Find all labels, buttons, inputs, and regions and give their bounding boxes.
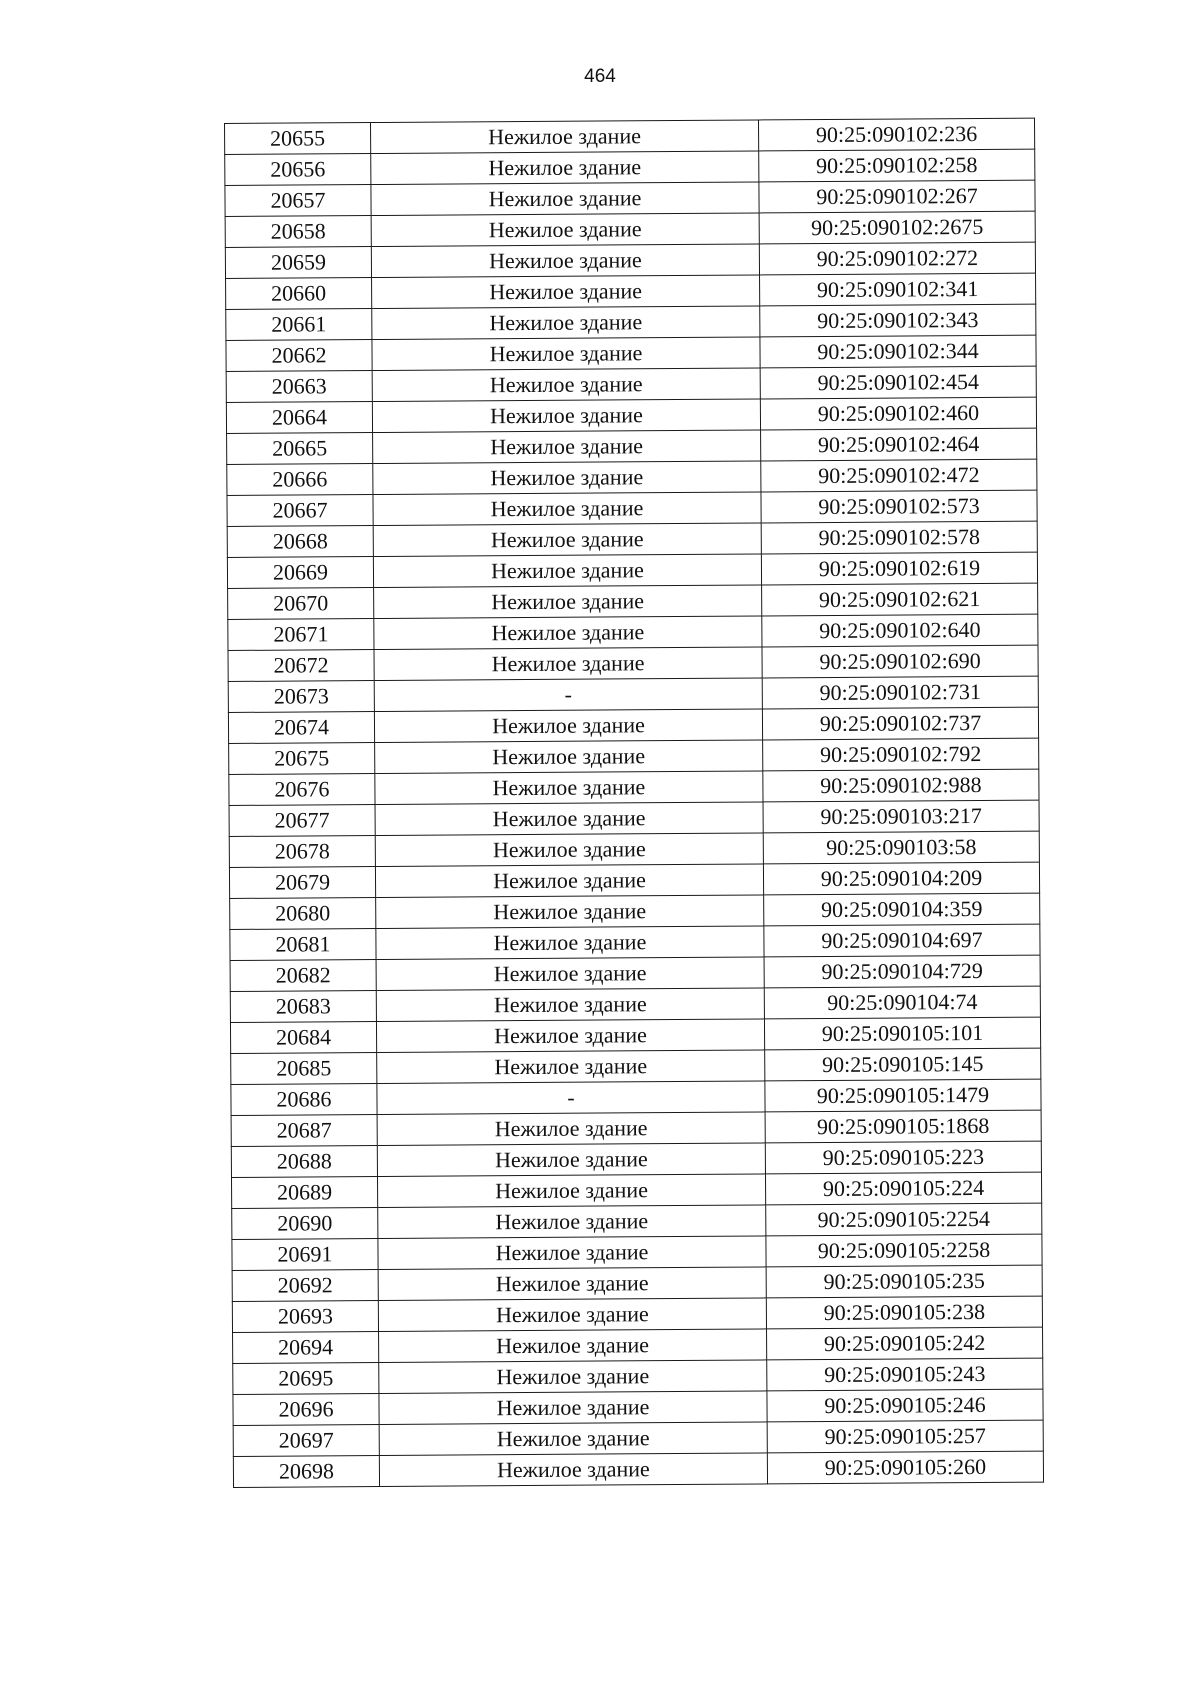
row-number-cell: 20688 xyxy=(231,1146,377,1178)
row-number-cell: 20695 xyxy=(233,1363,379,1395)
cadastral-number-cell: 90:25:090105:260 xyxy=(767,1451,1043,1484)
table-row xyxy=(233,1451,1043,1487)
cadastral-number-cell: 90:25:090102:472 xyxy=(761,459,1037,492)
object-type-cell: Нежилое здание xyxy=(376,895,764,929)
row-number-cell: 20658 xyxy=(225,216,371,248)
row-number-cell: 20667 xyxy=(227,495,373,527)
object-type-cell: - xyxy=(377,1081,765,1115)
cadastral-number-cell: 90:25:090105:2254 xyxy=(766,1203,1042,1236)
row-number-cell: 20679 xyxy=(229,867,375,899)
row-number-cell: 20683 xyxy=(230,991,376,1023)
row-number-cell: 20675 xyxy=(229,743,375,775)
cadastral-number-cell: 90:25:090102:573 xyxy=(761,490,1037,523)
row-number-cell: 20672 xyxy=(228,650,374,682)
cadastral-number-cell: 90:25:090105:235 xyxy=(766,1265,1042,1298)
row-number-cell: 20698 xyxy=(233,1455,379,1487)
row-number-cell: 20673 xyxy=(228,681,374,713)
cadastral-number-cell: 90:25:090102:621 xyxy=(762,583,1038,616)
object-type-cell: Нежилое здание xyxy=(371,151,759,185)
cadastral-number-cell: 90:25:090102:792 xyxy=(763,738,1039,771)
object-type-cell: Нежилое здание xyxy=(379,1360,767,1394)
object-type-cell: Нежилое здание xyxy=(375,740,763,774)
object-type-cell: Нежилое здание xyxy=(372,275,760,309)
object-type-cell: Нежилое здание xyxy=(377,1174,765,1208)
row-number-cell: 20655 xyxy=(225,123,371,155)
row-number-cell: 20666 xyxy=(227,464,373,496)
cadastral-number-cell: 90:25:090102:460 xyxy=(760,397,1036,430)
row-number-cell: 20678 xyxy=(229,836,375,868)
object-type-cell: Нежилое здание xyxy=(371,213,759,247)
cadastral-number-cell: 90:25:090102:343 xyxy=(760,304,1036,337)
cadastral-number-cell: 90:25:090102:619 xyxy=(761,552,1037,585)
cadastral-number-cell: 90:25:090105:145 xyxy=(765,1048,1041,1081)
object-type-cell: Нежилое здание xyxy=(379,1453,767,1487)
cadastral-number-cell: 90:25:090105:246 xyxy=(767,1389,1043,1422)
object-type-cell: Нежилое здание xyxy=(379,1329,767,1363)
row-number-cell: 20676 xyxy=(229,774,375,806)
object-type-cell: Нежилое здание xyxy=(371,182,759,216)
object-type-cell: Нежилое здание xyxy=(371,244,759,278)
row-number-cell: 20692 xyxy=(232,1270,378,1302)
row-number-cell: 20691 xyxy=(232,1239,378,1271)
cadastral-number-cell: 90:25:090102:272 xyxy=(759,242,1035,275)
cadastral-number-cell: 90:25:090105:257 xyxy=(767,1420,1043,1453)
row-number-cell: 20656 xyxy=(225,154,371,186)
cadastral-number-cell: 90:25:090104:74 xyxy=(764,986,1040,1019)
object-type-cell: Нежилое здание xyxy=(374,647,762,681)
object-type-cell: Нежилое здание xyxy=(372,337,760,371)
row-number-cell: 20661 xyxy=(226,309,372,341)
object-type-cell: Нежилое здание xyxy=(375,771,763,805)
cadastral-number-cell: 90:25:090102:2675 xyxy=(759,211,1035,244)
object-type-cell: Нежилое здание xyxy=(376,926,764,960)
row-number-cell: 20684 xyxy=(230,1022,376,1054)
row-number-cell: 20677 xyxy=(229,805,375,837)
object-type-cell: Нежилое здание xyxy=(379,1422,767,1456)
row-number-cell: 20697 xyxy=(233,1424,379,1456)
object-type-cell: Нежилое здание xyxy=(371,120,759,154)
cadastral-number-cell: 90:25:090102:341 xyxy=(760,273,1036,306)
object-type-cell: Нежилое здание xyxy=(376,1019,764,1053)
cadastral-number-cell: 90:25:090104:359 xyxy=(764,893,1040,926)
cadastral-number-cell: 90:25:090102:464 xyxy=(761,428,1037,461)
cadastral-number-cell: 90:25:090102:344 xyxy=(760,335,1036,368)
row-number-cell: 20682 xyxy=(230,960,376,992)
row-number-cell: 20663 xyxy=(226,371,372,403)
row-number-cell: 20694 xyxy=(233,1332,379,1364)
cadastral-number-cell: 90:25:090105:243 xyxy=(767,1358,1043,1391)
row-number-cell: 20689 xyxy=(231,1177,377,1209)
row-number-cell: 20665 xyxy=(227,433,373,465)
cadastral-number-cell: 90:25:090102:988 xyxy=(763,769,1039,802)
table-body xyxy=(225,118,1044,1487)
object-type-cell: Нежилое здание xyxy=(378,1236,766,1270)
object-type-cell: Нежилое здание xyxy=(374,616,762,650)
object-type-cell: Нежилое здание xyxy=(373,523,761,557)
object-type-cell: Нежилое здание xyxy=(378,1298,766,1332)
row-number-cell: 20671 xyxy=(228,619,374,651)
cadastral-number-cell: 90:25:090102:267 xyxy=(759,180,1035,213)
cadastral-number-cell: 90:25:090102:258 xyxy=(759,149,1035,182)
cadastral-number-cell: 90:25:090102:690 xyxy=(762,645,1038,678)
cadastral-number-cell: 90:25:090104:697 xyxy=(764,924,1040,957)
object-type-cell: Нежилое здание xyxy=(374,585,762,619)
cadastral-number-cell: 90:25:090105:224 xyxy=(765,1172,1041,1205)
row-number-cell: 20687 xyxy=(231,1115,377,1147)
object-type-cell: Нежилое здание xyxy=(373,461,761,495)
object-type-cell: Нежилое здание xyxy=(375,864,763,898)
property-registry-table xyxy=(224,118,1044,1488)
cadastral-number-cell: 90:25:090105:238 xyxy=(766,1296,1042,1329)
cadastral-number-cell: 90:25:090105:242 xyxy=(767,1327,1043,1360)
cadastral-number-cell: 90:25:090102:640 xyxy=(762,614,1038,647)
object-type-cell: Нежилое здание xyxy=(372,399,760,433)
row-number-cell: 20696 xyxy=(233,1394,379,1426)
object-type-cell: Нежилое здание xyxy=(376,988,764,1022)
object-type-cell: Нежилое здание xyxy=(373,430,761,464)
object-type-cell: Нежилое здание xyxy=(372,306,760,340)
cadastral-number-cell: 90:25:090102:578 xyxy=(761,521,1037,554)
cadastral-number-cell: 90:25:090103:217 xyxy=(763,800,1039,833)
cadastral-number-cell: 90:25:090102:731 xyxy=(762,676,1038,709)
object-type-cell: Нежилое здание xyxy=(377,1143,765,1177)
cadastral-number-cell: 90:25:090102:236 xyxy=(758,118,1034,151)
cadastral-number-cell: 90:25:090105:1868 xyxy=(765,1110,1041,1143)
cadastral-number-cell: 90:25:090105:1479 xyxy=(765,1079,1041,1112)
cadastral-number-cell: 90:25:090103:58 xyxy=(763,831,1039,864)
object-type-cell: - xyxy=(374,678,762,712)
object-type-cell: Нежилое здание xyxy=(373,554,761,588)
object-type-cell: Нежилое здание xyxy=(375,802,763,836)
cadastral-number-cell: 90:25:090104:729 xyxy=(764,955,1040,988)
cadastral-number-cell: 90:25:090105:101 xyxy=(764,1017,1040,1050)
object-type-cell: Нежилое здание xyxy=(377,1050,765,1084)
row-number-cell: 20659 xyxy=(225,247,371,279)
object-type-cell: Нежилое здание xyxy=(378,1205,766,1239)
cadastral-number-cell: 90:25:090104:209 xyxy=(763,862,1039,895)
page-number: 464 xyxy=(584,66,616,87)
row-number-cell: 20664 xyxy=(226,402,372,434)
cadastral-number-cell: 90:25:090102:454 xyxy=(760,366,1036,399)
row-number-cell: 20668 xyxy=(227,526,373,558)
object-type-cell: Нежилое здание xyxy=(374,709,762,743)
object-type-cell: Нежилое здание xyxy=(375,833,763,867)
row-number-cell: 20690 xyxy=(232,1208,378,1240)
row-number-cell: 20662 xyxy=(226,340,372,372)
object-type-cell: Нежилое здание xyxy=(372,368,760,402)
cadastral-number-cell: 90:25:090102:737 xyxy=(762,707,1038,740)
object-type-cell: Нежилое здание xyxy=(379,1391,767,1425)
cadastral-number-cell: 90:25:090105:223 xyxy=(765,1141,1041,1174)
row-number-cell: 20686 xyxy=(231,1084,377,1116)
row-number-cell: 20693 xyxy=(232,1301,378,1333)
cadastral-number-cell: 90:25:090105:2258 xyxy=(766,1234,1042,1267)
row-number-cell: 20670 xyxy=(228,588,374,620)
object-type-cell: Нежилое здание xyxy=(377,1112,765,1146)
object-type-cell: Нежилое здание xyxy=(373,492,761,526)
row-number-cell: 20685 xyxy=(231,1053,377,1085)
object-type-cell: Нежилое здание xyxy=(376,957,764,991)
row-number-cell: 20681 xyxy=(230,929,376,961)
row-number-cell: 20669 xyxy=(227,557,373,589)
row-number-cell: 20657 xyxy=(225,185,371,217)
row-number-cell: 20660 xyxy=(226,278,372,310)
object-type-cell: Нежилое здание xyxy=(378,1267,766,1301)
row-number-cell: 20680 xyxy=(230,898,376,930)
row-number-cell: 20674 xyxy=(228,712,374,744)
